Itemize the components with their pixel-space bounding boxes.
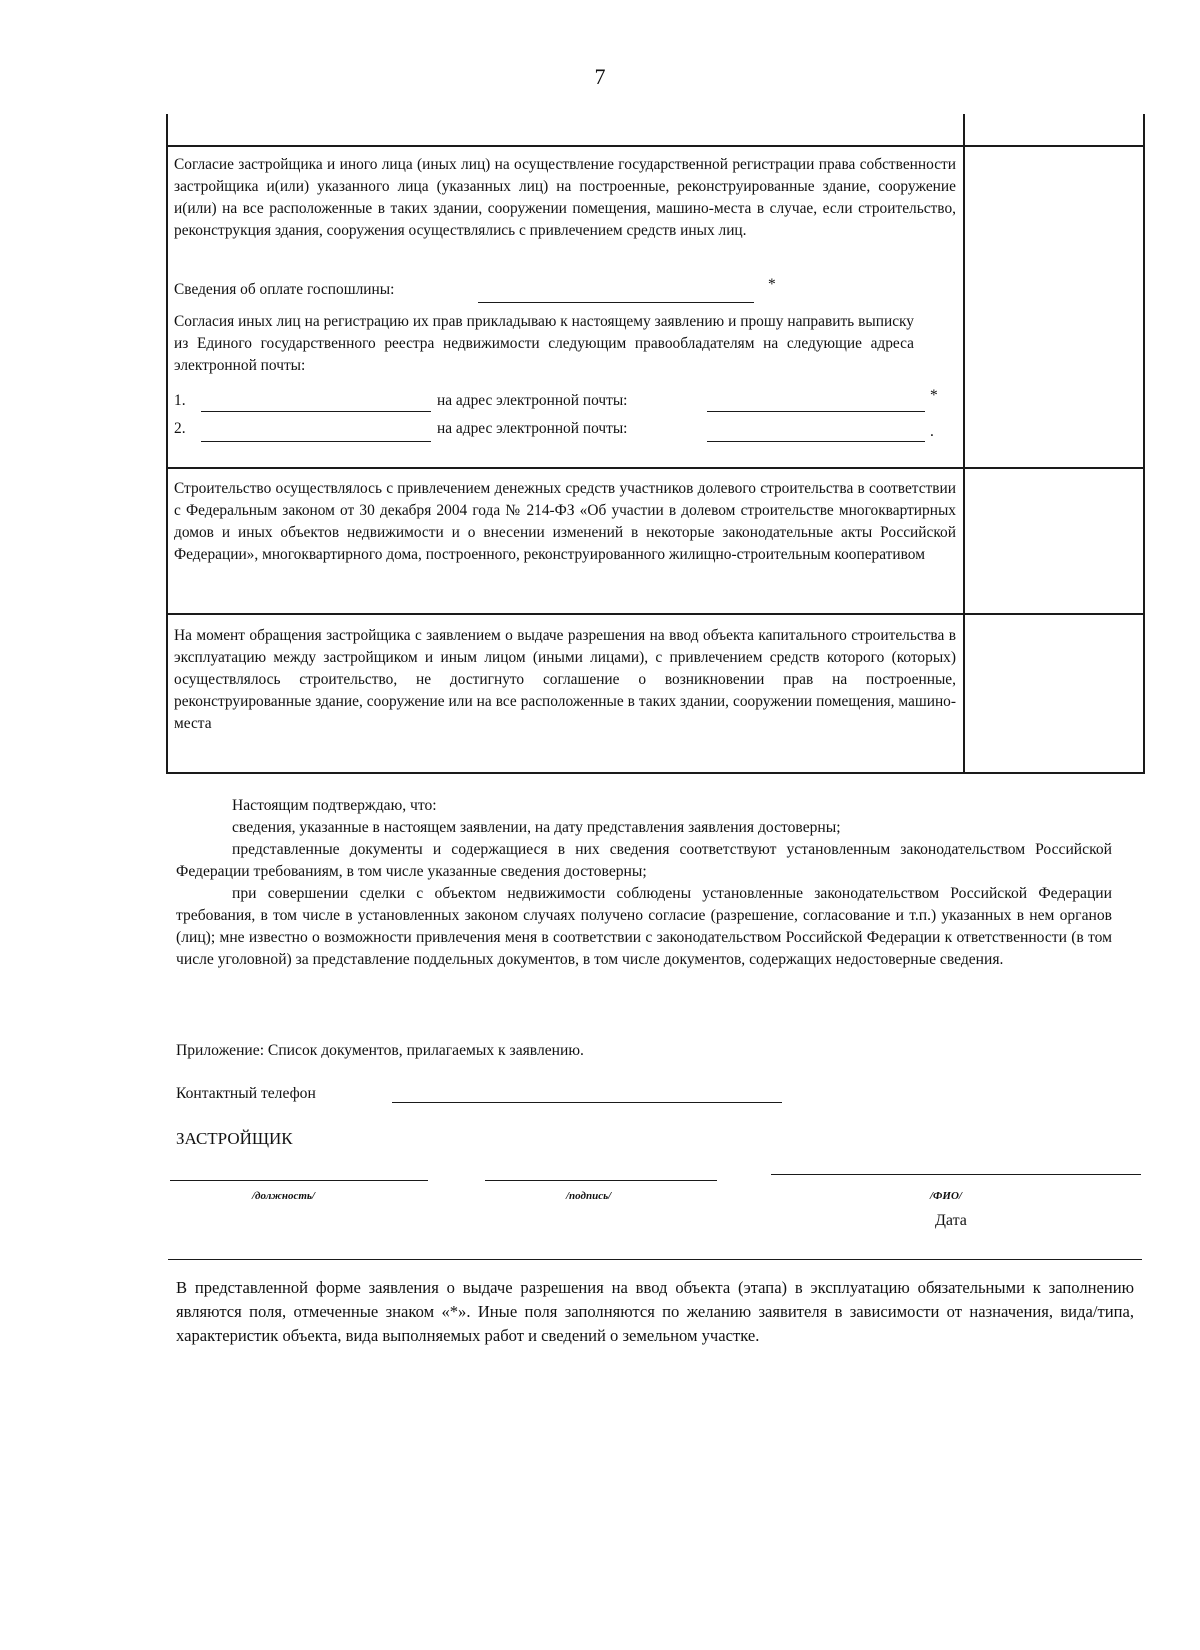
equity-construction-text: Строительство осуществлялось с привлечением денежных средств участников долевого строительства в соответствии с Федеральным законом от 30 декабря 2004 года № 214-ФЗ «Об участии в долевом строительстве многоквартирных домов и иных объектов недвижимости и о внесении изменений в некоторые законодательные акты Российской Федерации», многоквартирного дома, построенного, реконструированного жилищно-строительным кооперативом	[174, 480, 956, 563]
recipient-email-line[interactable]	[707, 441, 925, 442]
fee-label: Сведения об оплате госпошлины:	[174, 281, 395, 298]
footer-note: В представленной форме заявления о выдаче разрешения на ввод объекта (этапа) в эксплуатацию обязательными к заполнению являются поля, отмеченные знаком «*». Иные поля заполняются по желанию заявителя в зависимости от назначения, вида/типа, характеристик объекта, вида выполняемых работ и сведений о земельном участке.	[176, 1278, 1134, 1345]
no-agreement-text: На момент обращения застройщика с заявлением о выдаче разрешения на ввод объекта капитального строительства в эксплуатацию между застройщиком и иным лицом (иными лицами), с привлечением средств которого (которых) осуществлялось строительство, не достигнуто соглашение о возникновении прав на построенные, реконструированные здание, сооружение или на все расположенные в таких здании, сооружении помещения, машино-места	[174, 627, 956, 732]
table-bottom-border	[166, 772, 1145, 774]
table-left-border	[166, 114, 168, 774]
name-caption: /ФИО/	[930, 1190, 962, 1202]
full-name-line[interactable]	[771, 1174, 1141, 1175]
recipient-name-line[interactable]	[201, 411, 431, 412]
recipient-number: 1.	[174, 392, 186, 409]
others-consent-text: Согласия иных лиц на регистрацию их прав прикладываю к настоящему заявлению и прошу направить выписку из Единого государственного реестра недвижимости следующим правообладателям на следующие адреса электронной почты:	[174, 313, 914, 374]
fee-input-line[interactable]	[478, 302, 754, 303]
position-line[interactable]	[170, 1180, 428, 1181]
date-label: Дата	[935, 1212, 967, 1229]
table-row-divider	[166, 467, 1145, 469]
footer-separator	[168, 1259, 1142, 1260]
recipient-required-mark: *	[930, 387, 938, 404]
recipient-end-mark: .	[930, 423, 934, 440]
recipient-email-label: на адрес электронной почты:	[437, 392, 628, 409]
recipient-email-line[interactable]	[707, 411, 925, 412]
confirmation-intro: Настоящим подтверждаю, что:	[232, 797, 437, 814]
page-number: 7	[594, 64, 606, 89]
confirmation-item: представленные документы и содержащиеся в них сведения соответствуют установленным законодательством Российской Федерации требованиям, в том числе указанные сведения достоверны;	[176, 841, 1112, 880]
consent-text: Согласие застройщика и иного лица (иных лиц) на осуществление государственной регистрации права собственности застройщика и(или) указанного лица (указанных лиц) на построенные, реконструированные здание, сооружение и(или) на все расположенные в таких здании, сооружении помещения, машино-места в случае, если строительство, реконструкция здания, сооружения осуществлялись с привлечением средств иных лиц.	[174, 156, 956, 239]
table-row-divider	[166, 145, 1145, 147]
recipient-name-line[interactable]	[201, 441, 431, 442]
signature-line[interactable]	[485, 1180, 717, 1181]
developer-label: ЗАСТРОЙЩИК	[176, 1129, 293, 1148]
table-row-divider	[166, 613, 1145, 615]
phone-input-line[interactable]	[392, 1102, 782, 1103]
phone-label: Контактный телефон	[176, 1085, 316, 1102]
confirmation-item: при совершении сделки с объектом недвижимости соблюдены установленные законодательством Российской Федерации требования, в том числе в установленных законом случаях получено согласие (разрешение, согласование и т.п.) указанных в нем органов (лиц); мне известно о возможности привлечения меня в соответствии с законодательством Российской Федерации к ответственности (в том числе уголовной) за представление поддельных документов, в том числе документов, содержащих недостоверные сведения.	[176, 885, 1112, 968]
signature-caption: /подпись/	[566, 1190, 612, 1202]
position-caption: /должность/	[252, 1190, 315, 1202]
confirmation-item: сведения, указанные в настоящем заявлении, на дату представления заявления достоверны;	[232, 819, 841, 836]
table-column-divider	[963, 114, 965, 774]
attachment-note: Приложение: Список документов, прилагаемых к заявлению.	[176, 1042, 584, 1059]
table-right-border	[1143, 114, 1145, 774]
recipient-number: 2.	[174, 420, 186, 437]
recipient-email-label: на адрес электронной почты:	[437, 420, 628, 437]
fee-required-mark: *	[768, 276, 776, 293]
